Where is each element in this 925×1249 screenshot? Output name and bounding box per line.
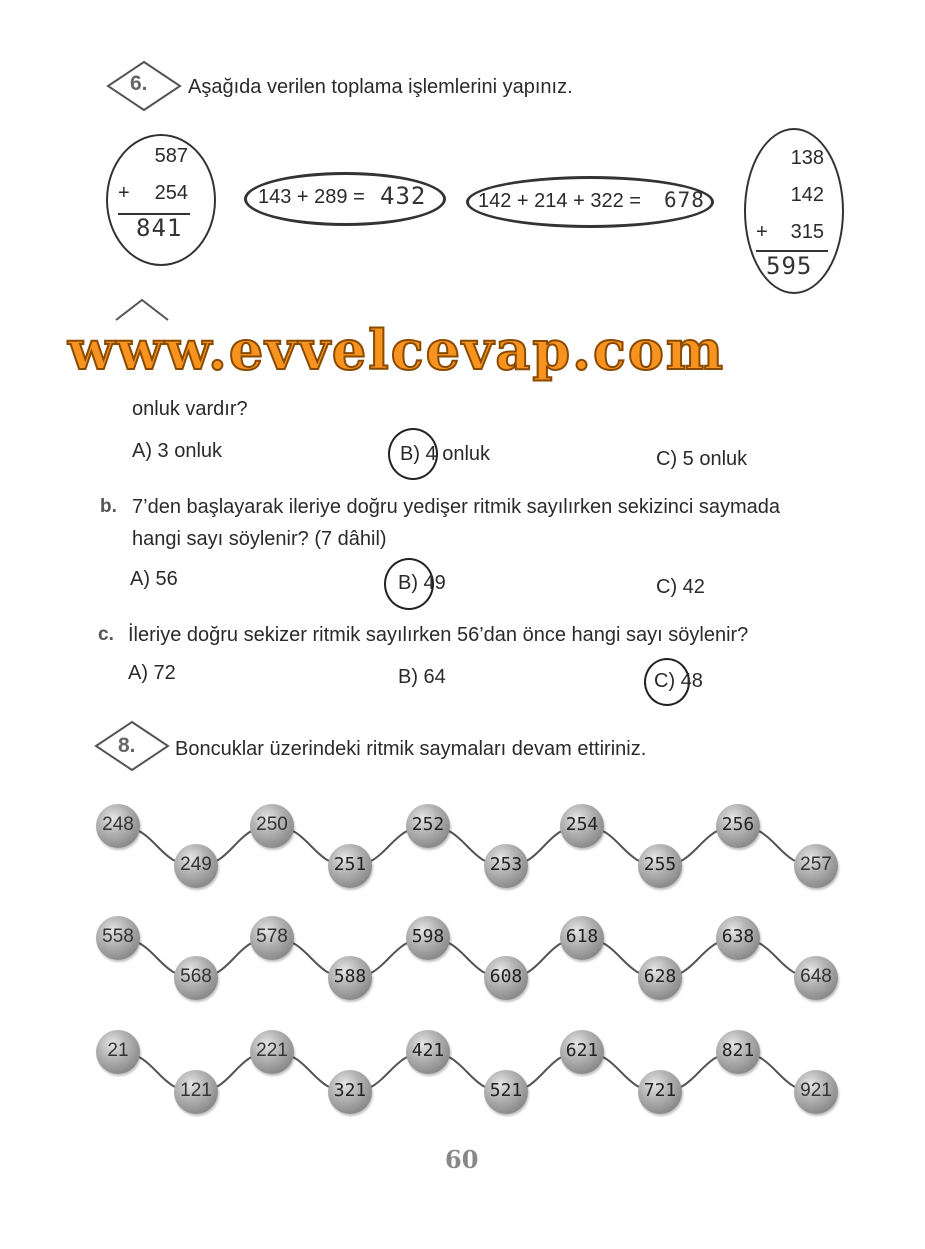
bead-number: 521 [489,1080,523,1101]
bead-number: 221 [256,1040,288,1061]
bead-number: 321 [333,1080,367,1101]
bead-number: 255 [643,854,677,875]
bead-number: 251 [333,854,367,875]
option-c[interactable]: C) 5 onluk [656,448,748,470]
question-8-instruction: Boncuklar üzerindeki ritmik saymaları devam ettiriniz. [175,738,647,760]
page-number: 60 [445,1145,479,1174]
handwritten-answer: 841 [136,214,183,242]
addend: 138 [790,147,824,169]
bead-number: 578 [256,926,288,947]
addend: 587 [154,145,188,167]
question-7b-text: hangi sayı söylenir? (7 dâhil) [132,528,387,550]
bead-number: 252 [411,814,445,835]
option-b[interactable]: B) 49 [398,572,446,594]
bead-number: 621 [565,1040,599,1061]
bead-number: 256 [721,814,755,835]
option-a[interactable]: A) 3 onluk [132,440,223,462]
question-7c-letter: c. [98,624,114,645]
bead-number: 821 [721,1040,755,1061]
handwritten-answer: 432 [380,182,427,210]
handwritten-answer: 595 [766,252,813,280]
bead-number: 250 [256,814,288,835]
bead-number: 921 [800,1080,832,1101]
bead-number: 648 [800,966,832,987]
bead-number: 421 [411,1040,445,1061]
bead-number: 249 [180,854,212,875]
bead-number: 638 [721,926,755,947]
bead-number: 628 [643,966,677,987]
bead-number: 254 [565,814,599,835]
option-b[interactable]: B) 64 [398,666,446,688]
addend: + 315 [756,214,824,251]
plus-sign: + [118,182,130,204]
option-b[interactable]: B) 4 onluk [400,443,491,465]
question-7c-text: İleriye doğru sekizer ritmik sayılırken 56’dan önce hangi sayı söylenir? [128,624,749,646]
addend: 142 [790,184,824,206]
vertical-addition-2 [756,140,824,251]
question-8-number: 8. [118,734,136,757]
question-7b-letter: b. [100,496,117,517]
watermark: www.evvelcevap.com [68,318,725,382]
question-7b-text: 7’den başlayarak ileriye doğru yedişer ritmik sayılırken sekizinci saymada [132,496,781,518]
handwritten-answer: 678 [664,188,705,212]
vertical-addition-1 [118,138,188,212]
option-c[interactable]: C) 48 [654,670,703,692]
bead-number: 598 [411,926,445,947]
bead-number: 257 [800,854,832,875]
bead-number: 588 [333,966,367,987]
bead-number: 253 [489,854,523,875]
plus-sign: + [756,221,768,243]
bead-number: 608 [489,966,523,987]
question-7a-text: onluk vardır? [132,398,248,420]
addend: + 254 [118,175,188,212]
bead-number: 568 [180,966,212,987]
question-6-instruction: Aşağıda verilen toplama işlemlerini yapınız. [188,76,573,98]
bead-number: 21 [107,1040,129,1061]
bead-number: 618 [565,926,599,947]
question-6-number: 6. [130,72,148,95]
option-c[interactable]: C) 42 [656,576,705,598]
bead-number: 121 [180,1080,212,1101]
option-a[interactable]: A) 56 [130,568,178,590]
bead-number: 558 [102,926,134,947]
option-a[interactable]: A) 72 [128,662,176,684]
horizontal-addition-1: 143 + 289 = [258,186,365,208]
horizontal-addition-2: 142 + 214 + 322 = [478,190,641,212]
bead-number: 248 [102,814,134,835]
bead-number: 721 [643,1080,677,1101]
